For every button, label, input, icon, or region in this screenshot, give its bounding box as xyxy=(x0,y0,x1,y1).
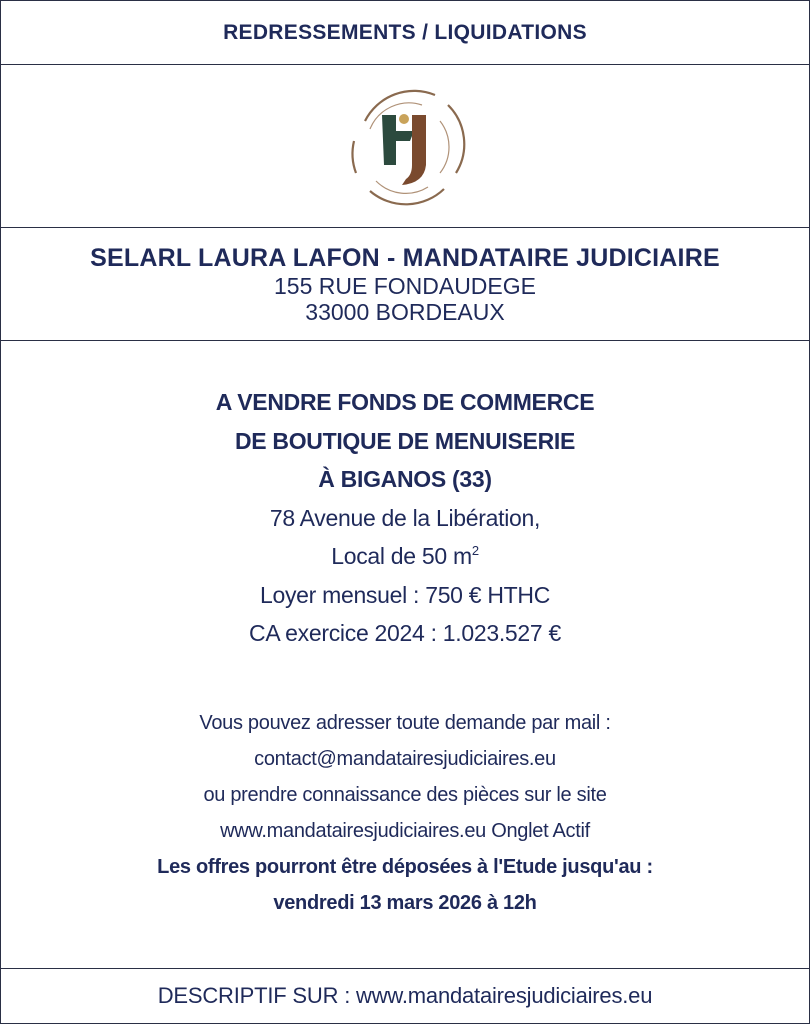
contact-email-link[interactable]: contact@mandatairesjudiciaires.eu xyxy=(254,748,556,770)
offers-deadline-date: vendredi 13 mars 2026 à 12h xyxy=(273,892,537,914)
company-street: 155 RUE FONDAUDEGE xyxy=(273,273,536,299)
contact-intro: Vous pouvez adresser toute demande par mail : xyxy=(199,712,611,734)
header-band xyxy=(1,1,809,65)
sale-address: 78 Avenue de la Libération, xyxy=(269,504,541,531)
contact-block xyxy=(1,705,809,921)
footer-descriptif-link[interactable]: DESCRIPTIF SUR : www.mandatairesjudiciaires.eu xyxy=(157,983,653,1008)
header-title: REDRESSEMENTS / LIQUIDATIONS xyxy=(223,20,587,44)
sale-announcement xyxy=(1,383,809,653)
contact-site-intro: ou prendre connaissance des pièces sur le site xyxy=(203,784,607,806)
sale-turnover: CA exercice 2024 : 1.023.527 € xyxy=(249,620,561,646)
sale-area xyxy=(1,537,809,576)
contact-site-link[interactable]: www.mandatairesjudiciaires.eu Onglet Actif xyxy=(220,820,590,842)
mandataire-logo-icon xyxy=(340,81,470,211)
sale-rent: Loyer mensuel : 750 € HTHC xyxy=(259,581,551,608)
sale-area-superscript: 2 xyxy=(471,543,479,558)
sale-title-line-3: À BIGANOS (33) xyxy=(318,466,492,492)
sale-title-line-1: A VENDRE FONDS DE COMMERCE xyxy=(215,389,595,415)
sale-area-text: Local de 50 m xyxy=(331,543,472,569)
main-band xyxy=(1,341,809,969)
footer-band xyxy=(1,969,809,1023)
sale-title-line-2: DE BOUTIQUE DE MENUISERIE xyxy=(234,427,576,454)
company-band xyxy=(1,228,809,341)
logo-band xyxy=(1,65,809,228)
company-name: SELARL LAURA LAFON - MANDATAIRE JUDICIAIRE xyxy=(90,244,720,272)
offers-deadline-label: Les offres pourront être déposées à l'Etude jusqu'au : xyxy=(157,856,653,878)
company-city: 33000 BORDEAUX xyxy=(305,299,505,325)
